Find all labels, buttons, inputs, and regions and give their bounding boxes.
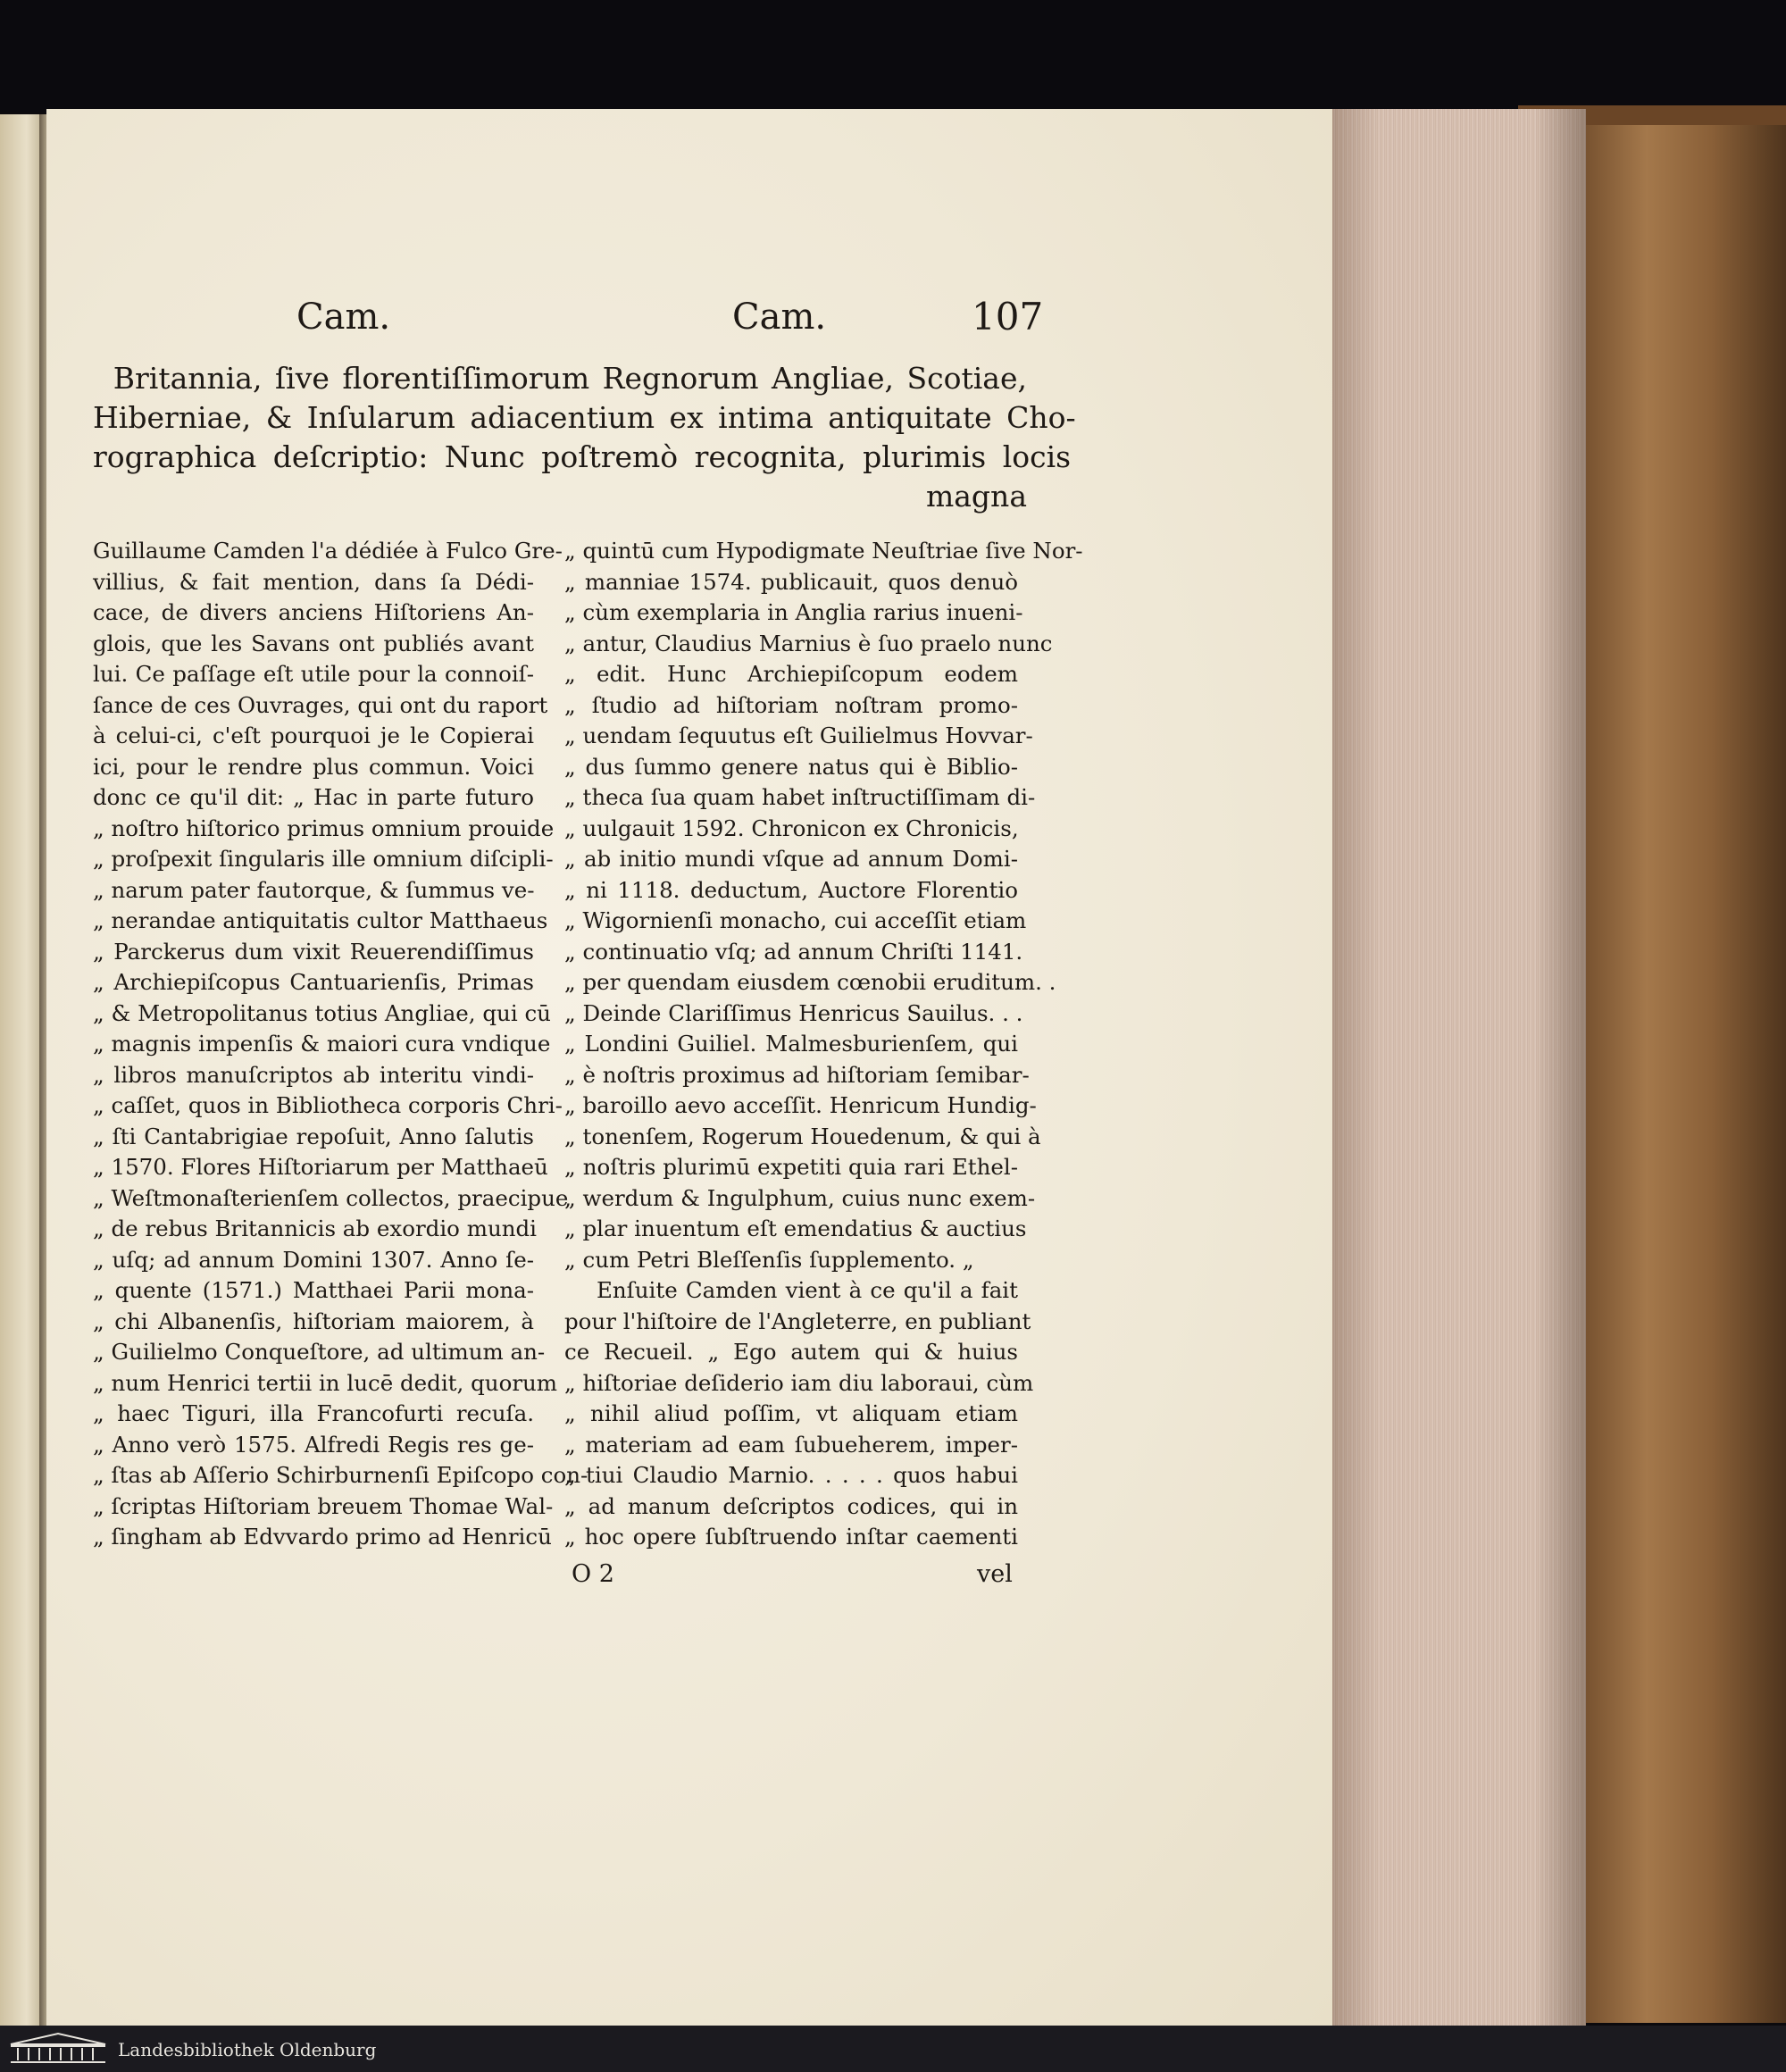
text-line: „ & Metropolitanus totius Angliae, qui cū [93, 999, 551, 1026]
text-line: „ tiui Claudio Marnio. . . . . quos habui [564, 1462, 1018, 1488]
text-line: „ quente (1571.) Matthaei Parii mona- [93, 1277, 534, 1303]
text-line: „ manniae 1574. publicauit, quos denuò [564, 568, 1018, 595]
text-line: „ Londini Guiliel. Malmesburienſem, qui [564, 1031, 1018, 1057]
text-line: „ Weſtmonaſterienſem collectos, praecipue [93, 1184, 569, 1211]
text-line: glois, que les Savans ont publiés avant [93, 630, 534, 656]
text-line: „ magnis impenſis & maiori cura vndique [93, 1031, 551, 1057]
title-line: Britannia, ſive florentiſſimorum Regnorum Angliae, Scotiae, [113, 361, 1027, 396]
title-line: magna [925, 479, 1027, 514]
running-head-left: Cam. [296, 297, 391, 338]
right-text-column [564, 536, 1083, 1553]
text-line: „ Anno verò 1575. Alfredi Regis res ge- [93, 1431, 534, 1458]
text-line: donc ce qu'il dit: „ Hac in parte futuro [93, 784, 534, 810]
page-block-shadow [1327, 109, 1586, 2029]
text-line: „ plar inuentum eſt emendatius & auctius [564, 1216, 1027, 1241]
text-line: cace, de divers anciens Hiſtoriens An- [93, 599, 534, 625]
library-name: Landesbibliothek Oldenburg [118, 2039, 377, 2060]
text-line: „ materiam ad eam ſubueherem, imper- [564, 1431, 1018, 1458]
text-line: à celui-ci, c'eſt pourquoi je le Copierai [93, 723, 534, 748]
text-line: „ Parckerus dum vixit Reuerendiſſimus [93, 938, 534, 965]
text-line: „ per quendam eiusdem cœnobii eruditum. . [564, 969, 1056, 995]
text-line: „ è noſtris proximus ad hiſtoriam ſemibar- [564, 1061, 1030, 1088]
text-line: „ nihil aliud poſſim, vt aliquam etiam [564, 1400, 1018, 1426]
text-line: Enſuite Camden vient à ce qu'il a fait [597, 1277, 1018, 1303]
text-line: lui. Ce paſſage eſt utile pour la connoiſ- [93, 661, 534, 687]
entry-title [93, 359, 1076, 516]
text-line: „ 1570. Flores Hiſtoriarum per Matthaeū [93, 1154, 548, 1180]
text-line: „ de rebus Britannicis ab exordio mundi [93, 1216, 538, 1241]
text-line: „ antur, Claudius Marnius è ſuo praelo nunc [564, 630, 1053, 656]
text-line: „ cùm exemplaria in Anglia rarius inueni- [564, 599, 1023, 625]
text-line: „ edit. Hunc Archiepiſcopum eodem [564, 661, 1018, 687]
text-line: „ narum pater fautorque, & ſummus ve- [93, 876, 535, 903]
left-text-column [93, 536, 588, 1553]
signature-mark: O 2 [572, 1560, 614, 1588]
text-line: pour l'hiſtoire de l'Angleterre, en publiant [564, 1308, 1031, 1334]
text-line: „ dus ſummo genere natus qui è Biblio- [564, 753, 1018, 780]
text-line: „ hiſtoriae deſiderio iam diu laboraui, cùm [564, 1369, 1034, 1396]
text-line: „ Wigornienſi monacho, cui acceſſit etiam [564, 907, 1027, 933]
text-line: „ uulgauit 1592. Chronicon ex Chronicis, [564, 815, 1019, 841]
page-number: 107 [972, 295, 1044, 338]
text-line: „ uſq; ad annum Domini 1307. Anno ſe- [93, 1246, 534, 1273]
text-line: „ caſſet, quos in Bibliotheca corporis Chri- [93, 1092, 563, 1118]
library-building-icon [7, 2032, 109, 2066]
scan-backdrop [0, 0, 1786, 112]
running-head-center: Cam. [732, 297, 827, 338]
title-line: rographica deſcriptio: Nunc poſtremò recognita, plurimis locis [93, 439, 1072, 474]
text-line: „ ni 1118. deductum, Auctore Florentio [564, 876, 1018, 903]
text-line: „ proſpexit ſingularis ille omnium diſcipli- [93, 846, 554, 872]
text-line: „ libros manuſcriptos ab interitu vindi- [93, 1061, 534, 1088]
facing-page-edge [0, 114, 45, 2026]
text-line: „ baroillo aevo acceſſit. Henricum Hundig- [564, 1092, 1037, 1118]
text-line: „ haec Tiguri, illa Francofurti recuſa. [93, 1400, 534, 1426]
text-line: „ Archiepiſcopus Cantuarienſis, Primas [93, 969, 534, 995]
text-line: „ ab initio mundi vſque ad annum Domi- [564, 846, 1018, 872]
text-line: „ ſingham ab Edvvardo primo ad Henricū [93, 1524, 552, 1550]
text-line: „ cum Petri Bleſſenſis ſupplemento. „ [564, 1246, 974, 1273]
text-line: „ ſtudio ad hiſtoriam noſtram promo- [564, 691, 1018, 718]
catchword: vel [977, 1560, 1013, 1588]
text-line: „ Deinde Clariſſimus Henricus Sauilus. . . [564, 999, 1023, 1026]
text-line: ce Recueil. „ Ego autem qui & huius [564, 1339, 1018, 1365]
text-line: „ hoc opere ſubſtruendo inſtar caementi [564, 1524, 1018, 1550]
text-line: „ theca ſua quam habet inſtructiſſimam di- [564, 784, 1036, 810]
title-line: Hiberniae, & Inſularum adiacentium ex intima antiquitate Cho- [93, 400, 1076, 435]
text-line: „ nerandae antiquitatis cultor Matthaeus [93, 907, 548, 933]
text-line: villius, & fait mention, dans ſa Dédi- [93, 568, 534, 595]
text-line: „ ſcriptas Hiſtoriam breuem Thomae Wal- [93, 1492, 554, 1519]
text-line: „ chi Albanenſis, hiſtoriam maiorem, à [93, 1308, 534, 1334]
text-line: „ tonenſem, Rogerum Houedenum, & qui à [564, 1123, 1041, 1149]
text-line: „ noſtris plurimū expetiti quia rari Ethel- [564, 1154, 1018, 1180]
text-line: ſance de ces Ouvrages, qui ont du raport [93, 691, 548, 718]
text-line: „ Guilielmo Conqueſtore, ad ultimum an- [93, 1339, 546, 1365]
text-line: „ ſti Cantabrigiae repoſuit, Anno ſalutis [93, 1123, 534, 1149]
leather-cover [1572, 125, 1786, 2023]
text-line: „ noſtro hiſtorico primus omnium prouide [93, 815, 555, 841]
text-line: „ continuatio vſq; ad annum Chriſti 1141. [564, 938, 1023, 965]
text-line: „ ad manum deſcriptos codices, qui in [564, 1492, 1018, 1519]
text-line: „ werdum & Ingulphum, cuius nunc exem- [564, 1184, 1036, 1211]
text-line: Guillaume Camden l'a dédiée à Fulco Gre- [93, 538, 563, 564]
text-line: ici, pour le rendre plus commun. Voici [93, 753, 534, 780]
text-line: „ quintū cum Hypodigmate Neuſtriae ſive Nor- [564, 538, 1083, 564]
text-line: „ num Henrici tertii in lucē dedit, quorum [93, 1369, 558, 1396]
text-line: „ ſtas ab Aſſerio Schirburnenſi Epiſcopo con- [93, 1462, 588, 1488]
text-line: „ uendam ſequutus eſt Guilielmus Hovvar- [564, 723, 1033, 748]
